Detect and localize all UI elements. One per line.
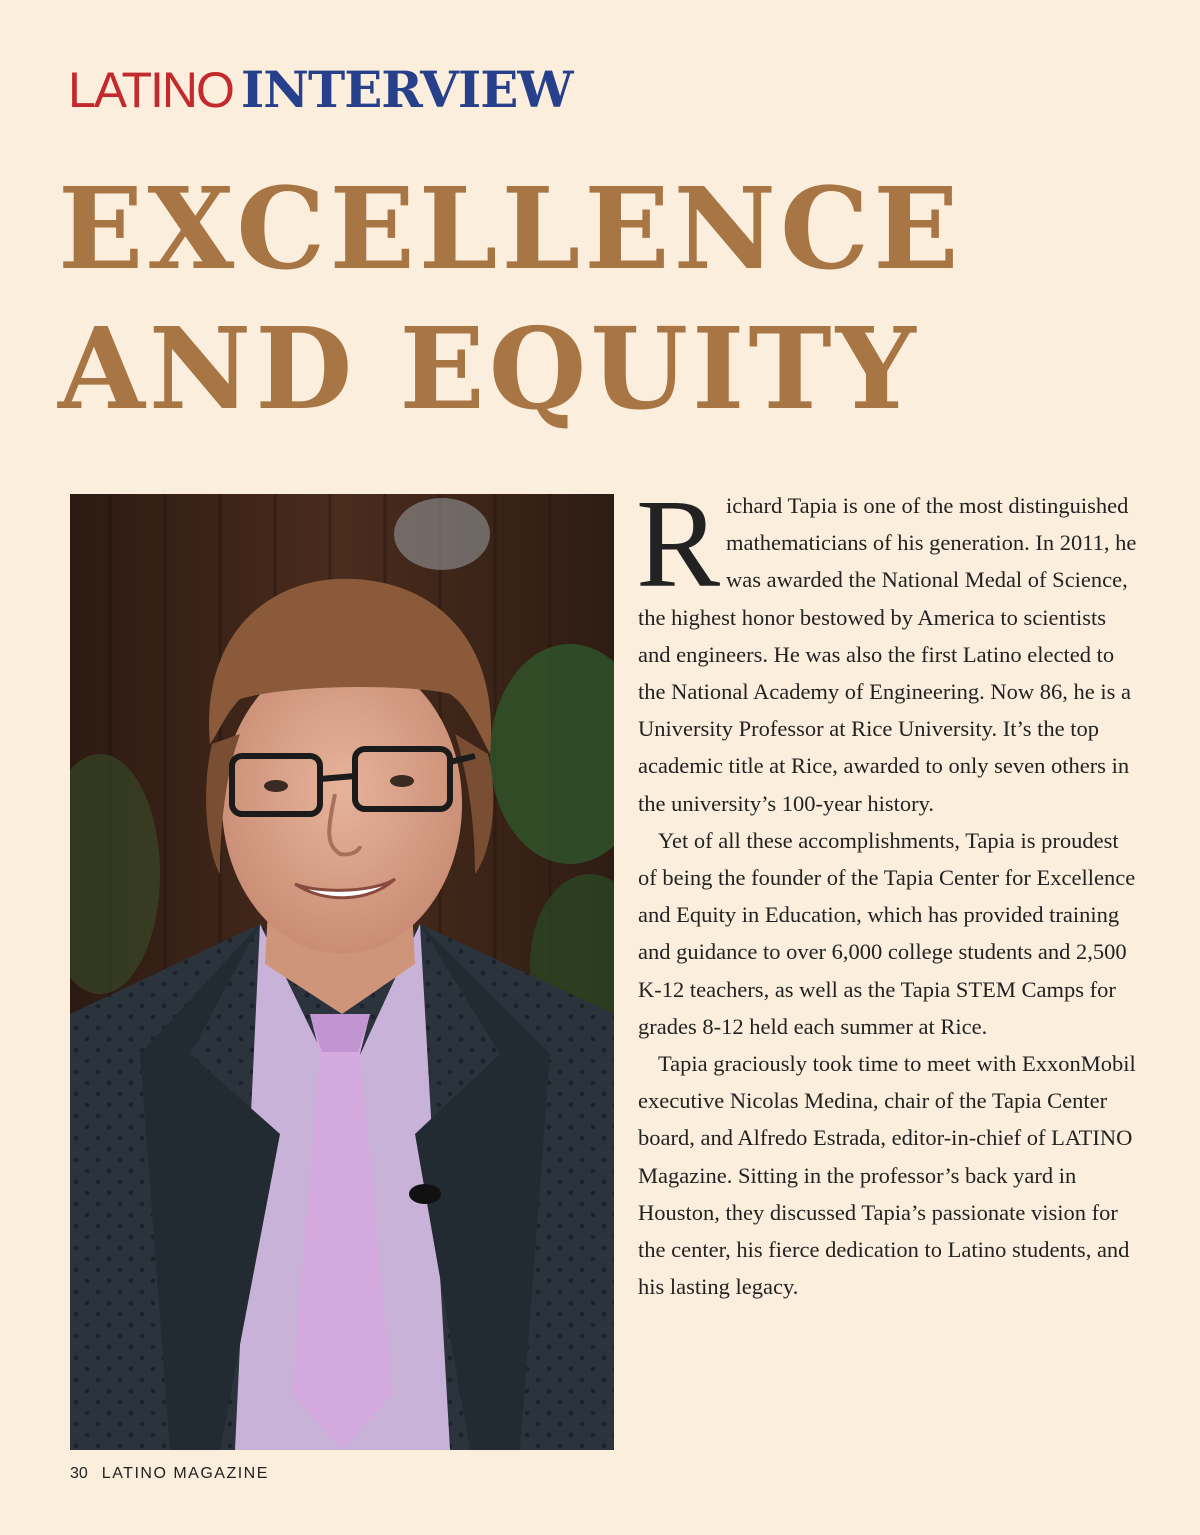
publication-name: LATINO MAGAZINE <box>101 1465 269 1482</box>
kicker-interview: INTERVIEW <box>240 60 573 119</box>
article-paragraph-2: Yet of all these accomplishments, Tapia is proudest of being the founder of the Tapia Center for Excellence and Equity in Education, which has provided training and guidance to over 6,000 college students and 2,500 K-12 teachers, as well as the Tapia STEM Camps for grades 8-12 held each summer at Rice. <box>638 827 1136 1039</box>
article-body <box>636 475 1138 1305</box>
page-footer <box>70 1465 269 1483</box>
section-kicker <box>68 62 573 118</box>
drop-cap: R <box>636 475 721 614</box>
portrait-photo <box>70 494 614 1450</box>
kicker-latino: LATINO <box>68 62 233 118</box>
headline-line-1: EXCELLENCE <box>58 164 963 295</box>
article-paragraph-1 <box>636 475 1138 822</box>
headline <box>58 160 963 440</box>
portrait-illustration <box>70 494 614 1450</box>
page-number: 30 <box>70 1465 88 1482</box>
headline-line-2: AND EQUITY <box>58 304 920 435</box>
article-paragraph-3: Tapia graciously took time to meet with ExxonMobil executive Nicolas Medina, chair of the Tapia Center board, and Alfredo Estrada, editor-in-chief of LATINO Magazine. Sitting in the professor’s back yard in Houston, they discussed Tapia’s passionate vision for the center, his fierce dedication to Latino students, and his lasting legacy. <box>638 1051 1136 1300</box>
article-paragraph-1-text: ichard Tapia is one of the most distinguished mathematicians of his generation. In 2011, he was awarded the National Medal of Science, the highest honor bestowed by America to scientists and engineers. He was also the first Latino elected to the National Academy of Engineering. Now 86, he is a University Professor at Rice University. It’s the top academic title at Rice, awarded to only seven others in the university’s 100-year history. <box>638 493 1137 816</box>
